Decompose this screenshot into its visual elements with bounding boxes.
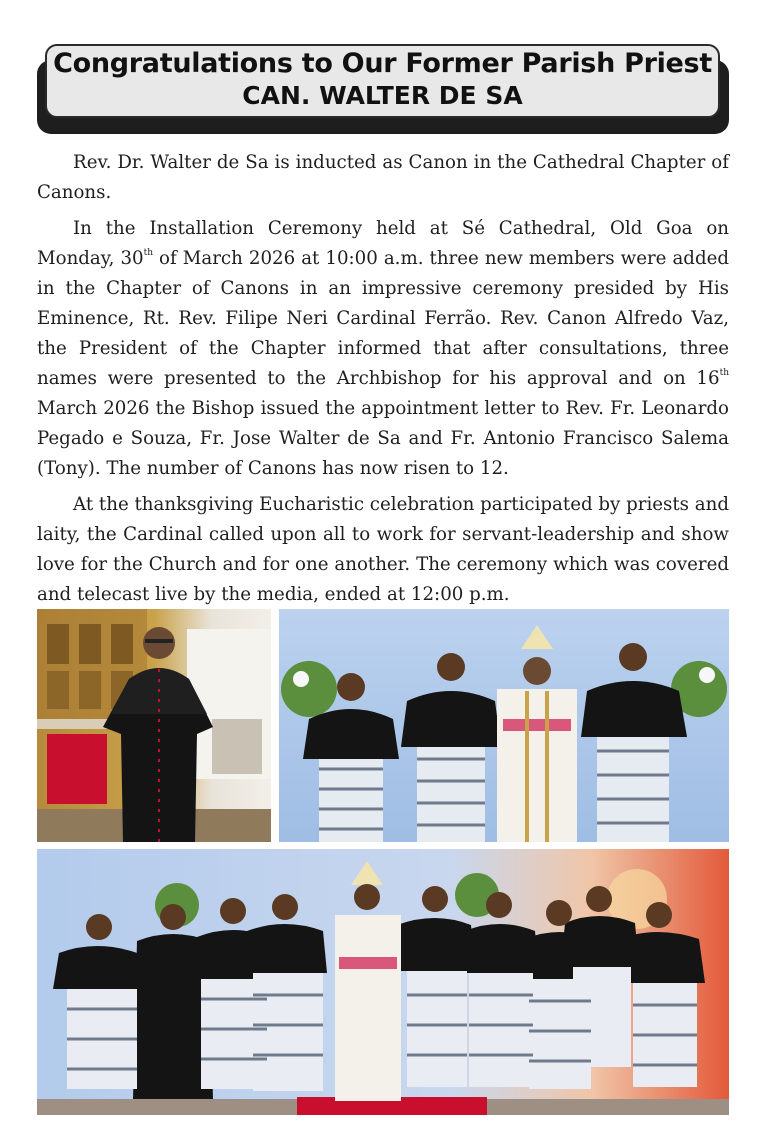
photo-canon-portrait [37,609,271,842]
p2-part-3: March 2026 the Bishop issued the appointment letter to Rev. Fr. Leonardo Pegado e Souza, Fr. Jose Walter de Sa and Fr. Antonio Francisco Salema (Tony). The number of Canons has now risen to 12. [37,398,729,479]
photo-group-of-canons [37,849,729,1115]
article-paragraph-3: At the thanksgiving Eucharistic celebration participated by priests and laity, the Cardinal called upon all to work for servant-leadership and show love for the Church and for one another. The ceremony which was covered and telecast live by the media, ended at 12:00 p.m. [37,494,729,605]
p2-part-1: In the Installation Ceremony held at Sé Cathedral, Old Goa on Monday, 30 [37,218,729,269]
title-banner [45,44,720,118]
article-paragraph-1: Rev. Dr. Walter de Sa is inducted as Canon in the Cathedral Chapter of Canons. [37,152,729,203]
ordinal-suffix: th [143,248,154,258]
banner-title: Congratulations to Our Former Parish Priest [53,48,712,79]
p2-part-2: of March 2026 at 10:00 a.m. three new members were added in the Chapter of Canons in an impressive ceremony presided by His Eminence, Rt. Rev. Filipe Neri Cardinal Ferrão. Rev. Canon Alfredo Vaz, the President of the Chapter informed that after consultations, three names were presented to the Archbishop for his approval and on 16 [37,248,729,389]
article-paragraph-2 [37,214,729,484]
banner-subtitle: CAN. WALTER DE SA [242,81,523,110]
article-body [37,148,729,616]
ordinal-suffix: th [719,368,729,378]
photo-canons-with-cardinal [279,609,729,842]
